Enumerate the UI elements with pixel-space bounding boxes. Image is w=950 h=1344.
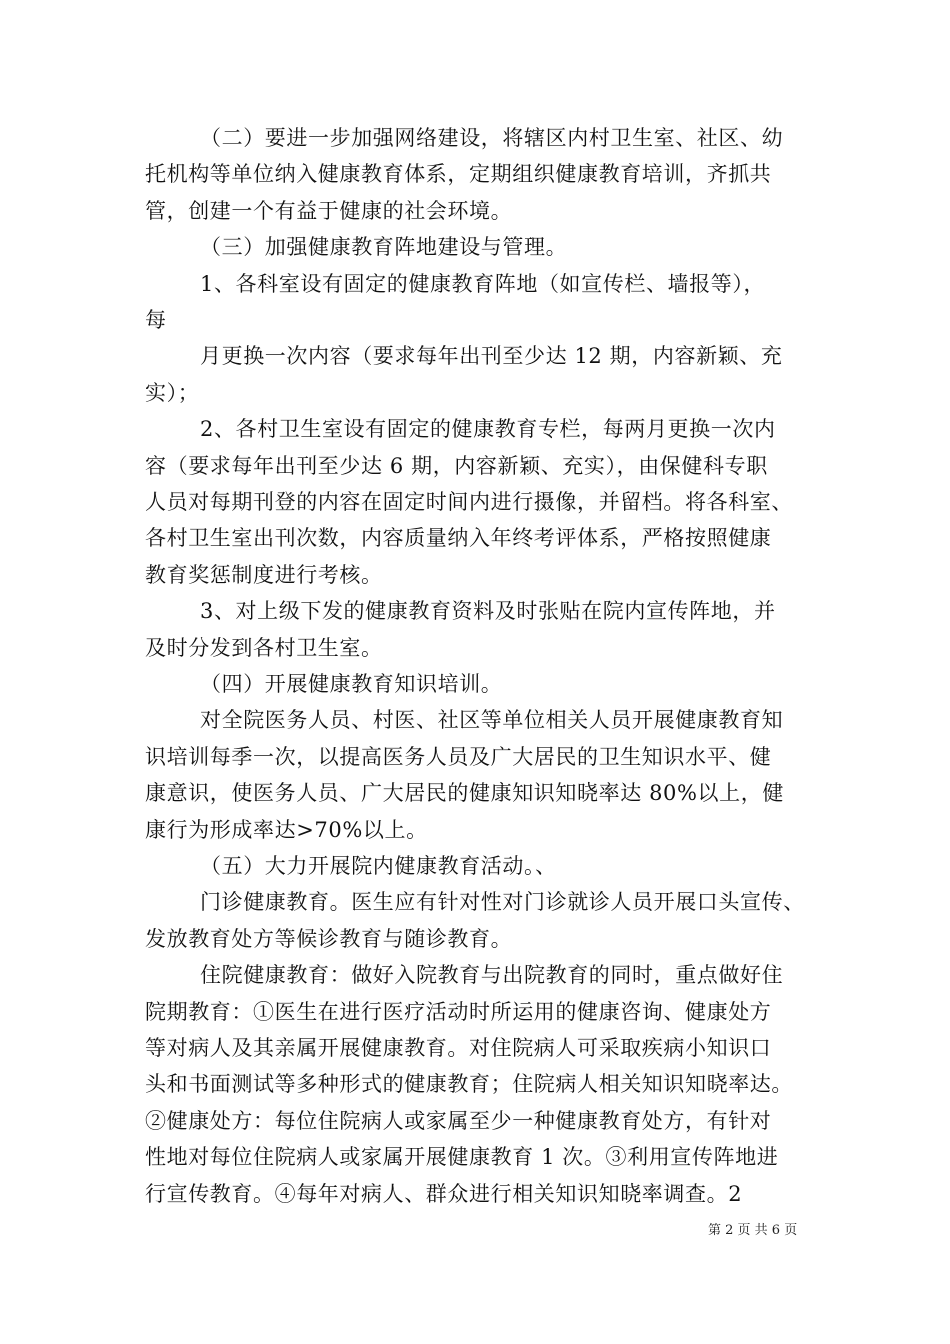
text-line: 门诊健康教育。医生应有针对性对门诊就诊人员开展口头宣传、 — [200, 890, 805, 914]
text-line: 头和书面测试等多种形式的健康教育；住院病人相关知识知晓率达。 — [145, 1072, 793, 1096]
text-line: 住院健康教育：做好入院教育与出院教育的同时，重点做好住 — [200, 963, 784, 987]
text-line: 托机构等单位纳入健康教育体系，定期组织健康教育培训，齐抓共 — [145, 162, 772, 186]
text-line: 康行为形成率达>70%以上。 — [145, 818, 428, 842]
text-line: 康意识，使医务人员、广大居民的健康知识知晓率达 80%以上，健 — [145, 781, 784, 805]
text-line: 实）； — [145, 381, 200, 405]
text-line: 容（要求每年出刊至少达 6 期，内容新颖、充实），由保健科专职 — [145, 454, 768, 478]
text-line: （四）开展健康教育知识培训。 — [200, 672, 503, 696]
text-line: 每 — [145, 308, 167, 332]
text-line: 月更换一次内容（要求每年出刊至少达 12 期，内容新颖、充 — [200, 344, 783, 368]
text-line: 3、对上级下发的健康教育资料及时张贴在院内宣传阵地，并 — [200, 599, 776, 623]
text-line: 教育奖惩制度进行考核。 — [145, 563, 383, 587]
page-number: 第 2 页 共 6 页 — [708, 1223, 798, 1238]
text-line: 对全院医务人员、村医、社区等单位相关人员开展健康教育知 — [200, 708, 784, 732]
text-line: ②健康处方：每位住院病人或家属至少一种健康教育处方，有针对 — [145, 1109, 772, 1133]
text-line: 管，创建一个有益于健康的社会环境。 — [145, 199, 513, 223]
text-line: （五）大力开展院内健康教育活动。、 — [200, 854, 557, 878]
text-line: 识培训每季一次，以提高医务人员及广大居民的卫生知识水平、健 — [145, 745, 772, 769]
text-line: 行宣传教育。④每年对病人、群众进行相关知识知晓率调查。2 — [145, 1182, 743, 1206]
text-line: 等对病人及其亲属开展健康教育。对住院病人可采取疾病小知识口 — [145, 1036, 772, 1060]
text-line: 院期教育：①医生在进行医疗活动时所运用的健康咨询、健康处方 — [145, 1000, 772, 1024]
text-line: 及时分发到各村卫生室。 — [145, 636, 383, 660]
text-line: 发放教育处方等候诊教育与随诊教育。 — [145, 927, 513, 951]
text-line: （二）要进一步加强网络建设，将辖区内村卫生室、社区、幼 — [200, 126, 784, 150]
text-line: 2、各村卫生室设有固定的健康教育专栏，每两月更换一次内 — [200, 417, 776, 441]
text-line: 1、各科室设有固定的健康教育阵地（如宣传栏、墙报等）， — [200, 272, 766, 296]
text-line: （三）加强健康教育阵地建设与管理。 — [200, 235, 568, 259]
text-line: 性地对每位住院病人或家属开展健康教育 1 次。③利用宣传阵地进 — [145, 1145, 779, 1169]
text-line: 人员对每期刊登的内容在固定时间内进行摄像，并留档。将各科室、 — [145, 490, 793, 514]
text-line: 各村卫生室出刊次数，内容质量纳入年终考评体系，严格按照健康 — [145, 526, 772, 550]
